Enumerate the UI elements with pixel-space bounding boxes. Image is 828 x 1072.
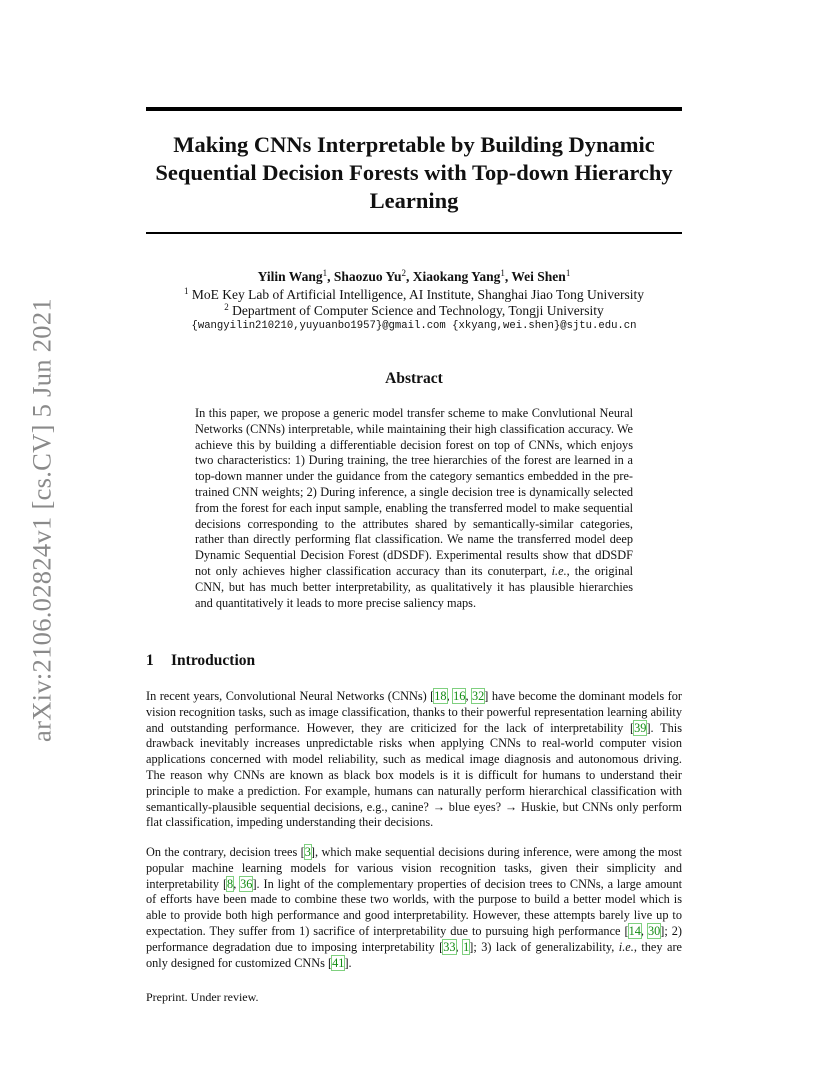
abstract-text: In this paper, we propose a generic model transfer scheme to make Convlutional Neural Networks (CNNs) interpretable, while maintaining their high classification accuracy. We achieve this by building a differentiable decision forest on top of CNNs, which enjoys two characteristics: 1) During training, the tree hierarchies of the forest are learned in a top-down manner under the guidance from the category semantics embedded in the pre-trained CNN weights; 2) During inference, a single decision tree is dynamically selected from the forest for each input sample, enabling the transferred model to make sequential decisions corresponding to the attributes shared by semantically-similar categories, rather than directly performing flat classification. We name the transferred model deep Dynamic Sequential Decision Forest (dDSDF). Experimental results show that dDSDF not only achieves higher classification accuracy than its conuterpart,: [195, 406, 633, 578]
citation-link[interactable]: 18: [434, 689, 447, 703]
author-name: Xiaokang Yang: [412, 269, 501, 284]
affiliation-mark: 2: [224, 302, 229, 312]
paper-title: [146, 131, 682, 215]
citation-link[interactable]: 36: [240, 876, 253, 891]
abstract-text: , the original CNN, but has much better interpretability, as qualitatively it has plausible hierarchies and quantitatively it leads to more precise saliency maps.: [195, 563, 633, 610]
citation-link[interactable]: 8: [227, 876, 234, 891]
section-title: Introduction: [171, 652, 256, 669]
paragraph-text: ,: [446, 689, 454, 703]
paragraph-text: In recent years, Convolutional Neural Networks (CNNs) [: [146, 689, 435, 703]
body-paragraph: [146, 689, 682, 831]
author-name: Yilin Wang: [257, 269, 323, 284]
section-heading-introduction: [146, 651, 682, 671]
paragraph-text: ,: [465, 689, 472, 703]
abstract-heading: Abstract: [385, 370, 443, 387]
abstract-text-italic: i.e.: [551, 563, 567, 578]
paragraph-text: ]. This drawback inevitably increases unpredictable risks when applying CNNs to real-world computer vision applications concerned with model reliability, such as medical image diagnosis and autonomous driving. The reason why CNNs are known as black box models is it is difficult for humans to understand their principle to make a prediction. For example, humans can naturally perform hierarchical classification with semantically-plausible sequential decisions, e.g., canine? → blue eyes? → Huskie, but CNNs only perform flat classification, impeding understanding their decisions.: [146, 720, 682, 830]
title-line: Sequential Decision Forests with Top-down Hierarchy: [155, 160, 673, 185]
paragraph-text: On the contrary, decision trees [: [146, 845, 305, 859]
section-number: 1: [146, 652, 154, 669]
paragraph-text: ] have become the dominant models for vision recognition tasks, such as image classification, thanks to their powerful representation learning ability and outstanding performance. However, they are criticized for the lack of interpretability [: [146, 689, 683, 735]
citation-link[interactable]: 14: [628, 923, 641, 938]
paragraph-text: ]. In light of the complementary properties of decision trees to CNNs, a large amount of efforts have been made to combine these two worlds, with the purpose to build a better model which is able to provide both high performance and good interpretability. However, these attempts barely live up to expectation. They suffer from 1) sacrifice of interpretability due to pursuing high performance [: [146, 876, 683, 938]
author-emails: {wangyilin210210,yuyuanbo1957}@gmail.com {xkyang,wei.shen}@sjtu.edu.cn: [191, 320, 637, 332]
title-rule-top: [146, 107, 682, 111]
paragraph-text: ,: [455, 939, 464, 954]
author-list: Yilin Wang$^1$, Shaozuo Yu$^2$, Xiaokang Yang$^1$, Wei Shen$^1$: [257, 268, 571, 284]
paragraph-text: ].: [344, 955, 352, 970]
paragraph-text: ], which make sequential decisions during inference, were among the most popular machine learning models for various vision recognition tasks, given their simplicity and interpretability [: [146, 845, 682, 891]
paragraph-text: ]; 2) performance degradation due to imposing interpretability [: [146, 923, 682, 954]
author-name: Shaozuo Yu: [333, 269, 402, 284]
abstract-body: [195, 406, 633, 611]
affiliation-text: Department of Computer Science and Technology, Tongji University: [232, 303, 604, 318]
citation-link[interactable]: 32: [472, 689, 485, 703]
paragraph-text: ]; 3) lack of generalizability,: [469, 939, 619, 954]
title-rule-bottom: [146, 232, 682, 234]
paragraph-text-italic: i.e.: [618, 939, 634, 954]
arxiv-identifier-stamp: arXiv:2106.02824v1 [cs.CV] 5 Jun 2021: [26, 298, 57, 742]
paragraph-text: , they are only designed for customized CNNs [: [146, 939, 682, 970]
citation-link[interactable]: 16: [453, 689, 466, 703]
affiliation-text: MoE Key Lab of Artificial Intelligence, AI Institute, Shanghai Jiao Tong University: [191, 287, 644, 302]
citation-link[interactable]: 3: [304, 845, 311, 859]
citation-link[interactable]: 33: [443, 939, 456, 954]
affiliation-mark: 1: [322, 268, 328, 278]
affiliation-mark: 2: [401, 268, 406, 278]
title-line: Learning: [369, 188, 459, 213]
citation-link[interactable]: 39: [634, 720, 647, 735]
title-line: Making CNNs Interpretable by Building Dynamic: [173, 132, 655, 157]
citation-link[interactable]: 30: [647, 923, 661, 938]
paragraph-text: ,: [640, 923, 648, 938]
author-name: Wei Shen: [511, 269, 566, 284]
paragraph-text: ,: [233, 876, 241, 891]
footer-note: Preprint. Under review.: [146, 990, 259, 1004]
citation-link[interactable]: 41: [332, 955, 345, 970]
affiliation-mark: 1: [184, 286, 189, 296]
affiliation-mark: 1: [500, 268, 505, 278]
citation-link[interactable]: 1: [463, 939, 470, 954]
affiliation-mark: 1: [565, 268, 571, 278]
body-paragraph: [146, 845, 682, 971]
